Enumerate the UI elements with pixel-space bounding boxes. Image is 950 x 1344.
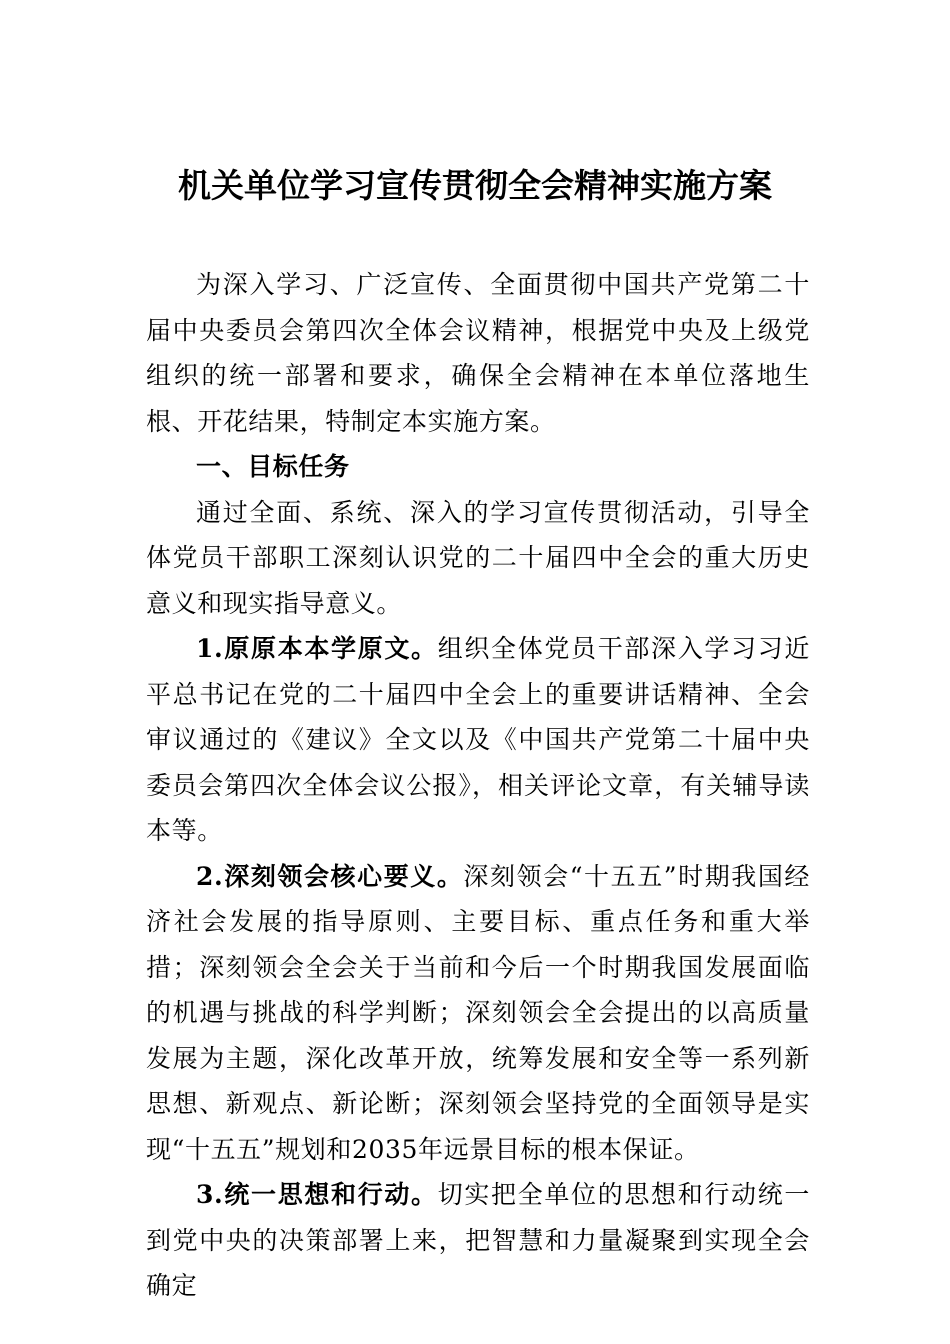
goals-paragraph: 通过全面、系统、深入的学习宣传贯彻活动，引导全体党员干部职工深刻认识党的二十届四中全会的重大历史意义和现实指导意义。 bbox=[146, 497, 810, 618]
item-paragraph-1 bbox=[146, 626, 810, 854]
item-lead-3: 3.统一思想和行动。 bbox=[196, 1180, 438, 1209]
section-heading-goals: 一、目标任务 bbox=[196, 452, 350, 481]
item-text-2: 深刻领会“十五五”时期我国经济社会发展的指导原则、主要目标、重点任务和重大举措；深刻领会全会关于当前和今后一个时期我国发展面临的机遇与挑战的科学判断；深刻领会全会提出的以高质量发展为主题，深化改革开放，统筹发展和安全等一系列新思想、新观点、新论断；深刻领会坚持党的全面领导是实现“十五五”规划和2035年远景目标的根本保证。 bbox=[146, 861, 811, 1164]
intro-paragraph: 为深入学习、广泛宣传、全面贯彻中国共产党第二十届中央委员会第四次全体会议精神，根据党中央及上级党组织的统一部署和要求，确保全会精神在本单位落地生根、开花结果，特制定本实施方案。 bbox=[146, 270, 810, 436]
item-paragraph-2 bbox=[146, 854, 810, 1173]
document-title: 机关单位学习宣传贯彻全会精神实施方案 bbox=[178, 166, 772, 205]
item-text-3: 切实把全单位的思想和行动统一到党中央的决策部署上来，把智慧和力量凝聚到实现全会确定 bbox=[146, 1180, 810, 1300]
item-lead-2: 2.深刻领会核心要义。 bbox=[196, 861, 464, 891]
document-body bbox=[146, 262, 810, 1309]
item-lead-1: 1.原原本本学原文。 bbox=[196, 634, 438, 663]
item-paragraph-3 bbox=[146, 1172, 810, 1309]
item-text-1: 组织全体党员干部深入学习习近平总书记在党的二十届四中全会上的重要讲话精神、全会审议通过的《建议》全文以及《中国共产党第二十届中央委员会第四次全体会议公报》，相关评论文章，有关辅导读本等。 bbox=[146, 634, 810, 845]
